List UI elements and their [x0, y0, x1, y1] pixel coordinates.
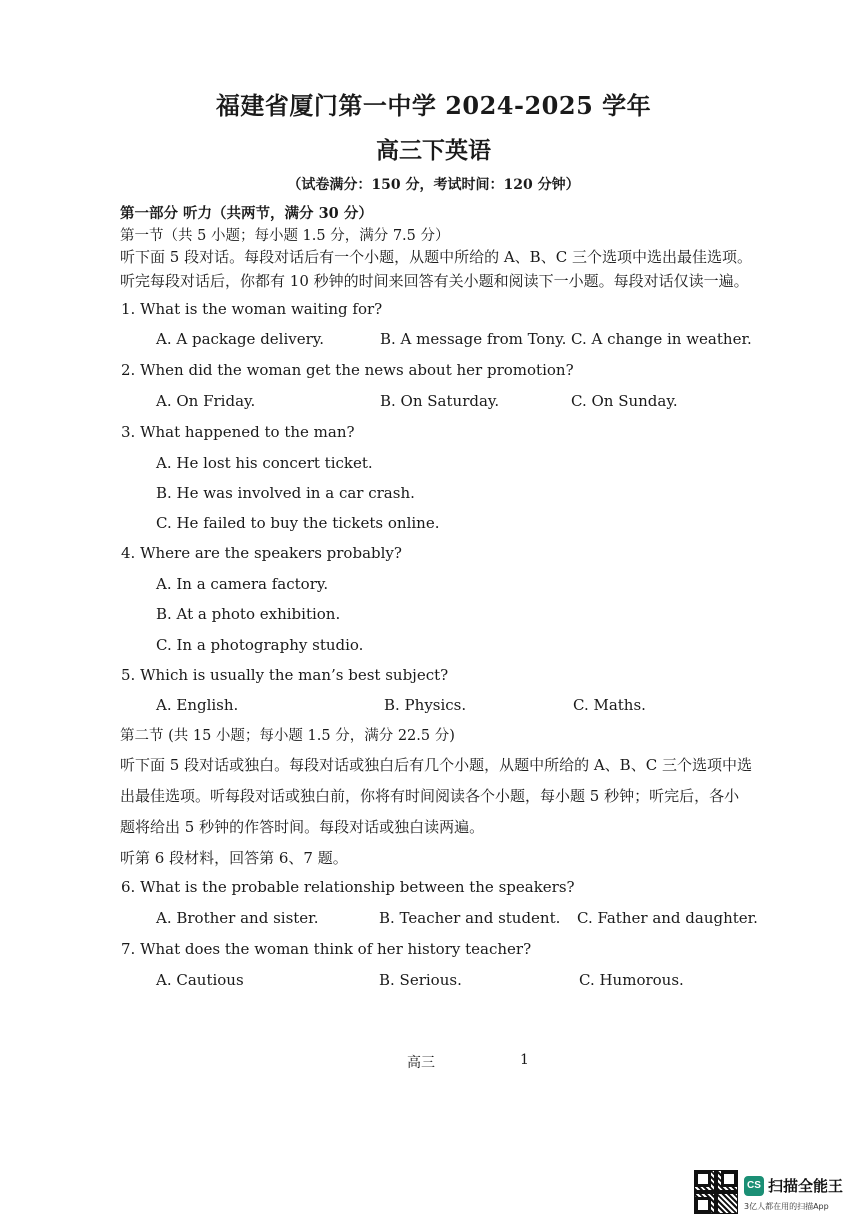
q5-option-c: C. Maths.	[573, 696, 646, 714]
q3-option-c: C. He failed to buy the tickets online.	[156, 514, 440, 532]
q1-option-c: C. A change in weather.	[571, 330, 752, 348]
exam-meta: （试卷满分：150 分，考试时间：120 分钟）	[287, 177, 580, 193]
part1-heading: 第一部分 听力（共两节，满分 30 分）	[120, 205, 373, 222]
question-2: 2. When did the woman get the news about her promotion?	[121, 361, 574, 379]
section2-instructions-line1: 听下面 5 段对话或独白。每段对话或独白后有几个小题，从题中所给的 A、B、C 三个选项中选	[120, 756, 752, 774]
q4-option-b: B. At a photo exhibition.	[156, 605, 341, 623]
q6-option-b: B. Teacher and student.	[379, 909, 561, 927]
section2-heading: 第二节 (共 15 小题；每小题 1.5 分，满分 22.5 分)	[120, 728, 455, 744]
exam-subtitle: 高三下英语	[376, 137, 491, 164]
question-4: 4. Where are the speakers probably?	[121, 544, 402, 562]
material-note: 听第 6 段材料，回答第 6、7 题。	[120, 849, 348, 867]
q1-option-a: A. A package delivery.	[156, 330, 325, 348]
q3-option-b: B. He was involved in a car crash.	[156, 484, 415, 502]
q6-option-c: C. Father and daughter.	[577, 909, 758, 927]
question-3: 3. What happened to the man?	[121, 423, 355, 441]
section1-instructions-line1: 听下面 5 段对话。每段对话后有一个小题，从题中所给的 A、B、C 三个选项中选出最佳选项。	[120, 248, 752, 266]
exam-title: 福建省厦门第一中学 2024-2025 学年	[215, 91, 652, 120]
section1-heading: 第一节（共 5 小题；每小题 1.5 分，满分 7.5 分）	[120, 228, 450, 244]
question-6: 6. What is the probable relationship between the speakers?	[121, 878, 575, 896]
scanner-brand-name: 扫描全能王	[768, 1177, 844, 1195]
question-1: 1. What is the woman waiting for?	[121, 300, 383, 318]
q2-option-c: C. On Sunday.	[571, 392, 678, 410]
question-5: 5. Which is usually the man’s best subject?	[121, 666, 449, 684]
q5-option-a: A. English.	[156, 696, 239, 714]
camscanner-logo-icon: CS	[744, 1176, 764, 1196]
q7-option-b: B. Serious.	[379, 971, 462, 989]
q5-option-b: B. Physics.	[384, 696, 467, 714]
scanner-watermark	[694, 1170, 854, 1220]
q4-option-c: C. In a photography studio.	[156, 636, 364, 654]
q2-option-b: B. On Saturday.	[380, 392, 500, 410]
q2-option-a: A. On Friday.	[156, 392, 256, 410]
q6-option-a: A. Brother and sister.	[156, 909, 319, 927]
q7-option-c: C. Humorous.	[579, 971, 684, 989]
qr-code-icon	[694, 1170, 738, 1214]
q3-option-a: A. He lost his concert ticket.	[156, 454, 373, 472]
page-number: 1	[520, 1052, 529, 1068]
scanner-tagline: 3亿人都在用的扫描App	[744, 1202, 829, 1211]
q7-option-a: A. Cautious	[156, 971, 244, 989]
section1-instructions-line2: 听完每段对话后，你都有 10 秒钟的时间来回答有关小题和阅读下一小题。每段对话仅读一遍。	[120, 272, 749, 290]
question-7: 7. What does the woman think of her history teacher?	[121, 940, 532, 958]
q1-option-b: B. A message from Tony.	[380, 330, 567, 348]
section2-instructions-line2: 出最佳选项。听每段对话或独白前，你将有时间阅读各个小题，每小题 5 秒钟；听完后，各小	[120, 787, 740, 805]
footer-grade: 高三	[407, 1055, 435, 1071]
q4-option-a: A. In a camera factory.	[156, 575, 329, 593]
section2-instructions-line3: 题将给出 5 秒钟的作答时间。每段对话或独白读两遍。	[120, 818, 485, 836]
